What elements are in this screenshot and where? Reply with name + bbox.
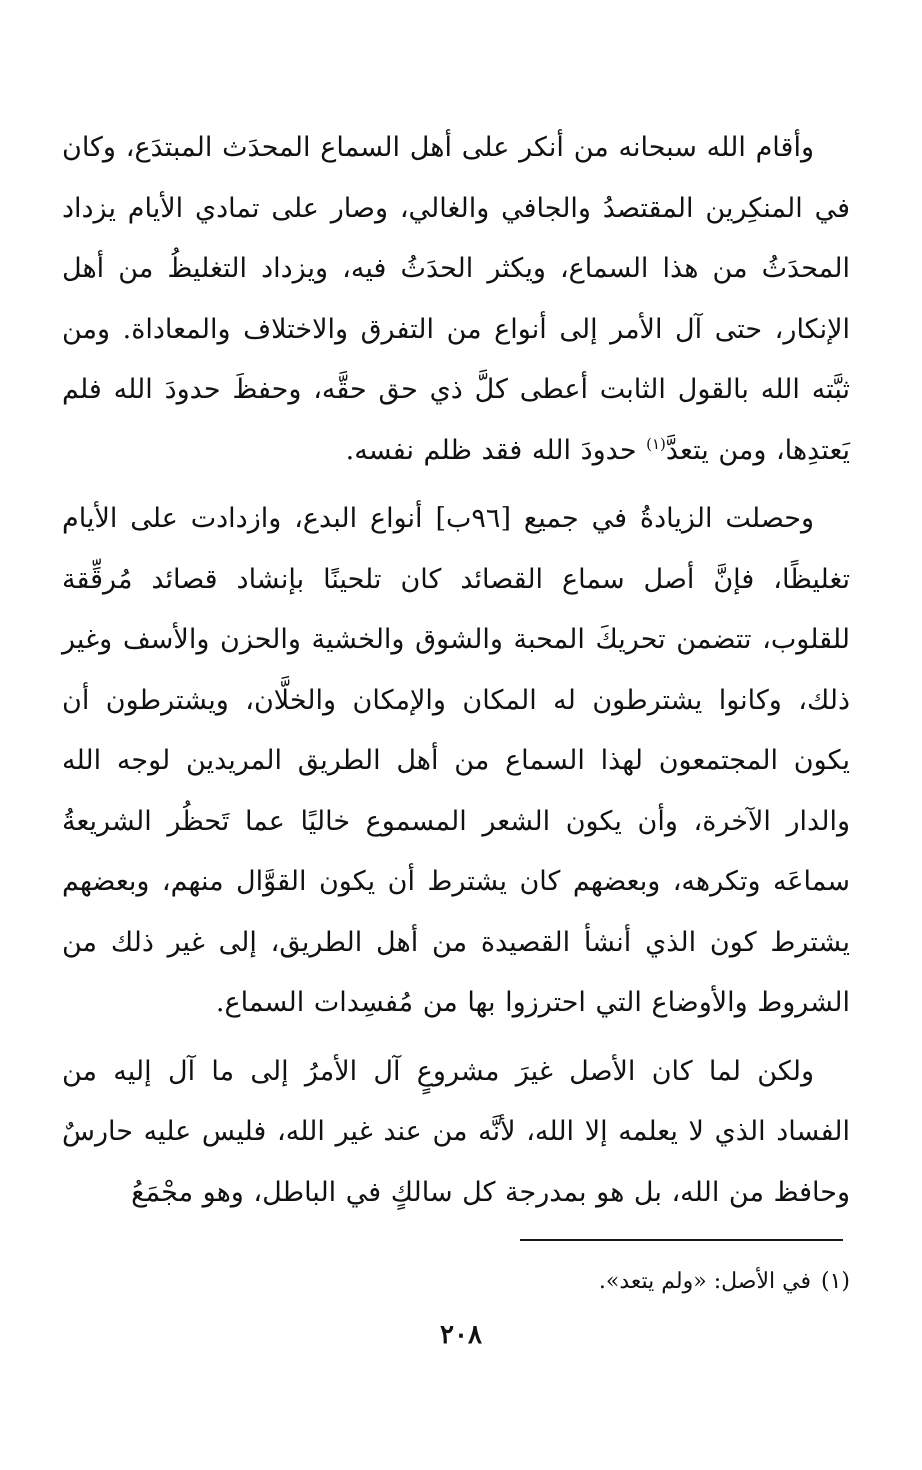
page-number: ٢٠٨ [440,1320,482,1350]
paragraph-1-text-end: حدودَ الله فقد ظلم نفسه. [345,434,647,466]
main-text [62,118,850,1223]
paragraph-3: ولكن لما كان الأصل غيرَ مشروعٍ آل الأمرُ إلى ما آل إليه من الفساد الذي لا يعلمه إلا الله، لأنَّه من عند غير الله، فليس عليه حارسٌ وحافظ من الله، بل هو بمدرجة كل سالكٍ في الباطل، وهو مجْمَعُ [62,1055,850,1208]
footnote-number: (١) [820,1269,850,1294]
footnote [599,1267,850,1297]
paragraph-1 [62,118,850,481]
paragraph-1-text: وأقام الله سبحانه من أنكر على أهل السماع المحدَث المبتدَع، وكان في المنكِرين المقتصدُ والجافي والغالي، وصار على تمادي الأيام يزداد المحدَثُ من هذا السماع، ويكثر الحدَثُ فيه، ويزداد التغليظُ من أهل الإنكار، حتى آل الأمر إلى أنواع من التفرق والاختلاف والمعاداة. ومن ثبَّته الله بالقول الثابت أعطى كلَّ ذي حق حقَّه، وحفظَ حدودَ الله فلم يَعتدِها، ومن يتعدَّ [62,132,850,466]
footnote-reference[interactable]: (١) [646,434,666,453]
paragraph-2: وحصلت الزيادةُ في جميع [٩٦ب] أنواع البدع، وازدادت على الأيام تغليظًا، فإنَّ أصل سماع القصائد كان تلحينًا بإنشاد قصائد مُرقِّقة للقلوب، تتضمن تحريكَ المحبة والشوق والخشية والحزن والأسف وغير ذلك، وكانوا يشترطون له المكان والإمكان والخلَّان، ويشترطون أن يكون المجتمعون لهذا السماع من أهل الطريق المريدين لوجه الله والدار الآخرة، وأن يكون الشعر المسموع خاليًا عما تَحظُر الشريعةُ سماعَه وتكرهه، وبعضهم كان يشترط أن يكون القوَّال منهم، وبعضهم يشترط كون الذي أنشأ القصيدة من أهل الطريق، إلى غير ذلك من الشروط والأوضاع التي احترزوا بها من مُفسِدات السماع. [62,503,850,1018]
footnote-separator [520,1239,843,1241]
footnote-text: في الأصل: «ولم يتعد». [598,1269,811,1294]
